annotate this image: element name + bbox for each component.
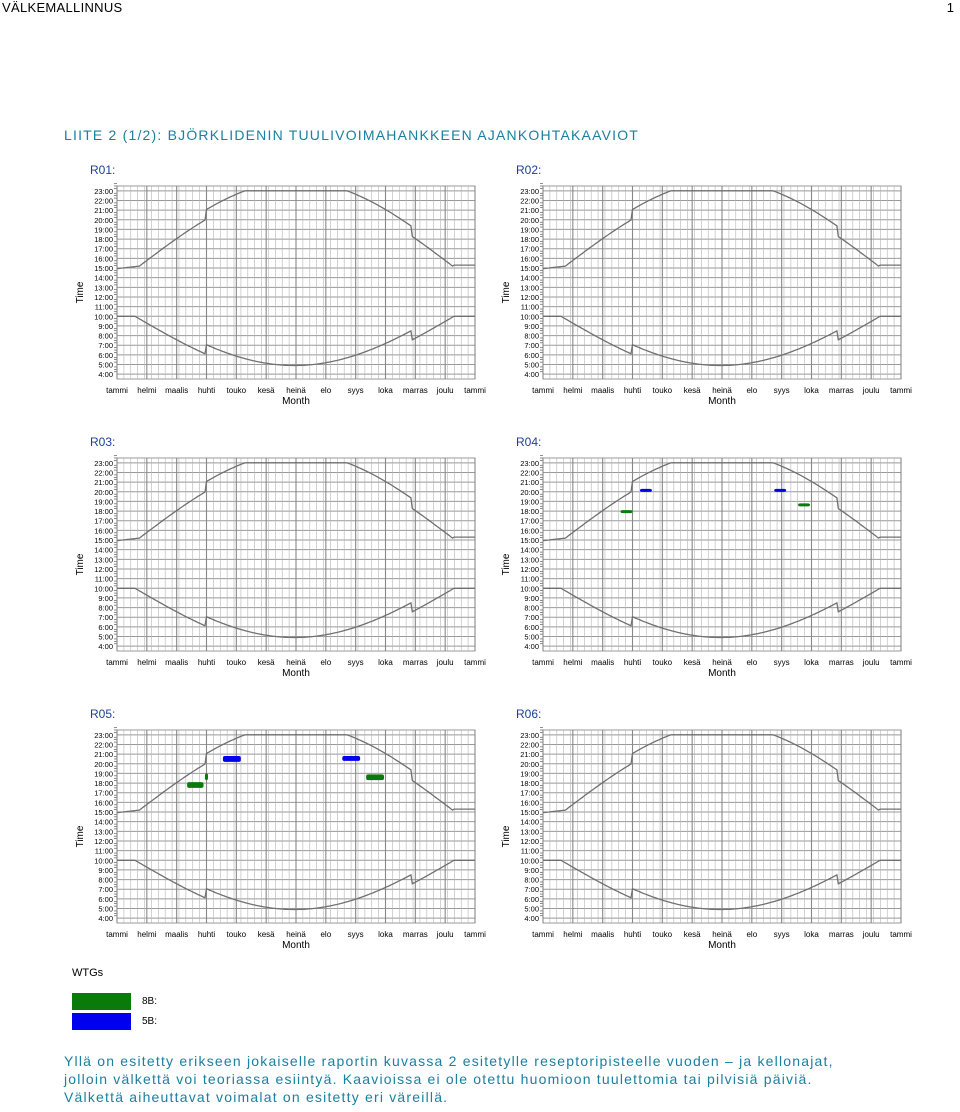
y-tick-label: 14:00 (94, 817, 113, 827)
chart-r04 (501, 435, 912, 679)
y-axis-label: Time (501, 553, 512, 576)
y-tick-label: 17:00 (520, 788, 539, 798)
x-tick-label: huhti (623, 930, 642, 939)
flicker-patch-5b (640, 489, 652, 492)
y-tick-label: 7:00 (524, 341, 539, 351)
y-tick-label: 22:00 (94, 468, 113, 478)
y-tick-label: 7:00 (98, 613, 113, 623)
x-tick-label: kesä (257, 658, 275, 667)
x-tick-label: heinä (712, 386, 732, 395)
chart-title: R04: (516, 435, 542, 449)
y-tick-label: 8:00 (524, 875, 539, 885)
y-tick-label: 17:00 (520, 244, 539, 254)
y-tick-label: 4:00 (524, 370, 539, 380)
x-tick-label: helmi (137, 658, 157, 667)
x-tick-label: touko (226, 658, 247, 667)
x-tick-label: maalis (165, 386, 189, 395)
y-tick-label: 21:00 (94, 750, 113, 760)
x-tick-label: maalis (165, 658, 189, 667)
x-tick-label: loka (804, 386, 819, 395)
y-tick-label: 6:00 (98, 350, 113, 360)
footer-line-3: Välkettä aiheuttavat voimalat on esitetty eri väreillä. (64, 1089, 449, 1105)
x-axis-label: Month (708, 396, 736, 407)
y-tick-label: 13:00 (520, 555, 539, 565)
y-tick-label: 13:00 (94, 555, 113, 565)
x-tick-label: syys (773, 658, 790, 667)
x-tick-label: kesä (683, 658, 701, 667)
x-tick-label: marras (402, 658, 428, 667)
x-tick-label: loka (378, 386, 393, 395)
x-tick-label: marras (828, 930, 854, 939)
flicker-patch-8b (798, 503, 810, 506)
y-tick-label: 15:00 (520, 264, 539, 274)
chart-title: R03: (90, 435, 116, 449)
y-tick-label: 21:00 (520, 750, 539, 760)
y-tick-label: 14:00 (520, 817, 539, 827)
x-tick-label: elo (746, 658, 758, 667)
x-tick-label: syys (773, 386, 790, 395)
x-tick-label: tammi (890, 658, 912, 667)
y-tick-label: 16:00 (520, 526, 539, 536)
x-tick-label: marras (402, 930, 428, 939)
flicker-patch-8b (205, 773, 208, 780)
header-document-title: VÄLKEMALLINNUS (2, 0, 123, 15)
x-tick-label: tammi (106, 930, 128, 939)
y-tick-label: 12:00 (94, 292, 113, 302)
y-tick-label: 20:00 (94, 215, 113, 225)
x-tick-label: elo (746, 930, 758, 939)
y-tick-label: 17:00 (94, 244, 113, 254)
footer-caption (64, 1052, 960, 1106)
y-tick-label: 13:00 (94, 827, 113, 837)
y-tick-label: 14:00 (520, 545, 539, 555)
flicker-patch-8b (187, 782, 203, 788)
y-tick-label: 9:00 (98, 865, 113, 875)
y-tick-label: 20:00 (520, 759, 539, 769)
y-tick-label: 5:00 (98, 632, 113, 642)
y-tick-label: 20:00 (94, 487, 113, 497)
y-tick-label: 6:00 (98, 622, 113, 632)
y-tick-label: 9:00 (524, 321, 539, 331)
y-tick-label: 7:00 (98, 885, 113, 895)
y-tick-label: 8:00 (524, 331, 539, 341)
x-tick-label: touko (652, 658, 673, 667)
x-tick-label: marras (828, 658, 854, 667)
y-tick-label: 15:00 (520, 536, 539, 546)
x-tick-label: tammi (532, 386, 554, 395)
x-tick-label: tammi (106, 658, 128, 667)
y-tick-label: 23:00 (520, 186, 539, 196)
y-tick-label: 19:00 (94, 497, 113, 507)
x-tick-label: helmi (563, 386, 583, 395)
x-tick-label: heinä (286, 386, 306, 395)
y-tick-label: 4:00 (524, 642, 539, 652)
y-axis-label: Time (501, 281, 512, 304)
y-tick-label: 23:00 (94, 186, 113, 196)
x-tick-label: elo (746, 386, 758, 395)
y-tick-label: 15:00 (94, 264, 113, 274)
x-tick-label: marras (828, 386, 854, 395)
y-tick-label: 18:00 (520, 779, 539, 789)
y-tick-label: 8:00 (524, 603, 539, 613)
y-tick-label: 16:00 (520, 254, 539, 264)
y-tick-label: 19:00 (94, 769, 113, 779)
y-tick-label: 9:00 (524, 865, 539, 875)
y-tick-label: 9:00 (98, 593, 113, 603)
y-tick-label: 21:00 (520, 478, 539, 488)
x-tick-label: tammi (532, 930, 554, 939)
y-tick-label: 23:00 (520, 458, 539, 468)
x-tick-label: loka (378, 930, 393, 939)
legend-label-8b: 8B: (142, 996, 158, 1007)
x-tick-label: joulu (436, 930, 454, 939)
chart-r02 (501, 163, 912, 407)
y-tick-label: 11:00 (94, 846, 113, 856)
y-tick-label: 9:00 (98, 321, 113, 331)
y-tick-label: 11:00 (520, 574, 539, 584)
x-axis-label: Month (282, 668, 310, 679)
x-axis-label: Month (708, 940, 736, 951)
x-tick-label: kesä (683, 930, 701, 939)
x-tick-label: syys (773, 930, 790, 939)
y-tick-label: 9:00 (524, 593, 539, 603)
y-axis-label: Time (75, 553, 86, 576)
y-tick-label: 23:00 (94, 458, 113, 468)
y-tick-label: 12:00 (94, 836, 113, 846)
x-tick-label: maalis (591, 386, 615, 395)
y-tick-label: 12:00 (94, 564, 113, 574)
chart-title: R01: (90, 163, 116, 177)
chart-title: R06: (516, 707, 542, 721)
y-tick-label: 10:00 (520, 856, 539, 866)
y-tick-label: 16:00 (94, 526, 113, 536)
flicker-patch-8b (621, 510, 633, 513)
x-axis-label: Month (708, 668, 736, 679)
y-tick-label: 12:00 (520, 292, 539, 302)
x-tick-label: huhti (623, 658, 642, 667)
x-tick-label: loka (804, 930, 819, 939)
x-tick-label: elo (320, 930, 332, 939)
y-tick-label: 5:00 (98, 904, 113, 914)
x-tick-label: joulu (862, 930, 880, 939)
y-tick-label: 17:00 (94, 788, 113, 798)
y-tick-label: 5:00 (98, 360, 113, 370)
y-tick-label: 8:00 (98, 603, 113, 613)
y-tick-label: 17:00 (520, 516, 539, 526)
y-tick-label: 19:00 (94, 225, 113, 235)
x-tick-label: tammi (106, 386, 128, 395)
y-tick-label: 16:00 (94, 254, 113, 264)
chart-r03 (75, 435, 486, 679)
y-tick-label: 23:00 (520, 730, 539, 740)
y-tick-label: 6:00 (524, 350, 539, 360)
x-tick-label: elo (320, 386, 332, 395)
y-tick-label: 19:00 (520, 769, 539, 779)
y-tick-label: 6:00 (98, 894, 113, 904)
y-tick-label: 4:00 (98, 914, 113, 924)
legend-label-5b: 5B: (142, 1016, 158, 1027)
y-tick-label: 10:00 (94, 312, 113, 322)
chart-r01 (75, 163, 486, 407)
x-tick-label: touko (226, 386, 247, 395)
y-tick-label: 5:00 (524, 632, 539, 642)
x-tick-label: huhti (197, 386, 216, 395)
y-tick-label: 18:00 (520, 507, 539, 517)
y-tick-label: 21:00 (94, 478, 113, 488)
y-tick-label: 18:00 (94, 779, 113, 789)
y-tick-label: 11:00 (94, 302, 113, 312)
y-tick-label: 14:00 (94, 545, 113, 555)
x-tick-label: tammi (464, 658, 486, 667)
x-tick-label: helmi (137, 930, 157, 939)
y-tick-label: 11:00 (94, 574, 113, 584)
y-tick-label: 10:00 (520, 312, 539, 322)
y-tick-label: 14:00 (520, 273, 539, 283)
y-tick-label: 14:00 (94, 273, 113, 283)
x-tick-label: maalis (591, 930, 615, 939)
y-axis-label: Time (501, 825, 512, 848)
x-axis-label: Month (282, 396, 310, 407)
y-tick-label: 22:00 (94, 196, 113, 206)
flicker-patch-5b (342, 756, 360, 761)
x-tick-label: touko (226, 930, 247, 939)
y-tick-label: 10:00 (94, 584, 113, 594)
y-tick-label: 11:00 (520, 302, 539, 312)
x-tick-label: helmi (563, 658, 583, 667)
y-tick-label: 5:00 (524, 360, 539, 370)
x-tick-label: kesä (257, 930, 275, 939)
x-tick-label: huhti (197, 930, 216, 939)
y-tick-label: 22:00 (94, 740, 113, 750)
x-tick-label: joulu (862, 386, 880, 395)
x-tick-label: joulu (436, 386, 454, 395)
y-tick-label: 18:00 (520, 235, 539, 245)
x-tick-label: syys (347, 930, 364, 939)
y-tick-label: 6:00 (524, 894, 539, 904)
y-tick-label: 7:00 (524, 885, 539, 895)
x-tick-label: huhti (623, 386, 642, 395)
chart-r05 (75, 707, 486, 951)
x-tick-label: joulu (862, 658, 880, 667)
y-tick-label: 20:00 (520, 487, 539, 497)
y-tick-label: 18:00 (94, 507, 113, 517)
x-tick-label: syys (347, 386, 364, 395)
x-tick-label: helmi (137, 386, 157, 395)
x-tick-label: heinä (286, 930, 306, 939)
x-tick-label: joulu (436, 658, 454, 667)
y-tick-label: 12:00 (520, 836, 539, 846)
y-tick-label: 4:00 (98, 642, 113, 652)
y-tick-label: 10:00 (520, 584, 539, 594)
page-number: 1 (946, 0, 954, 15)
x-tick-label: kesä (257, 386, 275, 395)
y-tick-label: 8:00 (98, 875, 113, 885)
footer-line-2: jolloin välkettä voi teoriassa esiintyä. Kaavioissa ei ole otettu huomioon tuulettomia tai pilvisiä päiviä. (64, 1071, 813, 1087)
x-tick-label: loka (378, 658, 393, 667)
x-tick-label: tammi (890, 386, 912, 395)
x-tick-label: marras (402, 386, 428, 395)
y-tick-label: 5:00 (524, 904, 539, 914)
appendix-title: LIITE 2 (1/2): BJÖRKLIDENIN TUULIVOIMAHANKKEEN AJANKOHTAKAAVIOT (64, 127, 640, 143)
y-tick-label: 19:00 (520, 497, 539, 507)
x-tick-label: heinä (712, 930, 732, 939)
x-tick-label: heinä (712, 658, 732, 667)
y-tick-label: 21:00 (520, 206, 539, 216)
y-tick-label: 6:00 (524, 622, 539, 632)
flicker-patch-5b (774, 489, 786, 492)
y-tick-label: 13:00 (520, 283, 539, 293)
chart-r06 (501, 707, 912, 951)
x-tick-label: helmi (563, 930, 583, 939)
y-tick-label: 22:00 (520, 196, 539, 206)
y-tick-label: 15:00 (94, 536, 113, 546)
x-tick-label: touko (652, 930, 673, 939)
y-tick-label: 18:00 (94, 235, 113, 245)
x-tick-label: tammi (464, 386, 486, 395)
y-tick-label: 22:00 (520, 468, 539, 478)
x-tick-label: maalis (591, 658, 615, 667)
x-tick-label: huhti (197, 658, 216, 667)
x-tick-label: tammi (532, 658, 554, 667)
chart-title: R02: (516, 163, 542, 177)
y-tick-label: 23:00 (94, 730, 113, 740)
y-tick-label: 7:00 (98, 341, 113, 351)
y-tick-label: 12:00 (520, 564, 539, 574)
x-tick-label: tammi (464, 930, 486, 939)
x-tick-label: tammi (890, 930, 912, 939)
flicker-patch-5b (223, 756, 241, 762)
x-tick-label: kesä (683, 386, 701, 395)
y-tick-label: 13:00 (94, 283, 113, 293)
legend-title: WTGs (72, 967, 104, 979)
y-tick-label: 13:00 (520, 827, 539, 837)
x-tick-label: touko (652, 386, 673, 395)
y-tick-label: 19:00 (520, 225, 539, 235)
flicker-patch-8b (366, 774, 384, 780)
x-tick-label: syys (347, 658, 364, 667)
y-tick-label: 20:00 (94, 759, 113, 769)
y-tick-label: 8:00 (98, 331, 113, 341)
y-axis-label: Time (75, 281, 86, 304)
y-tick-label: 4:00 (524, 914, 539, 924)
x-tick-label: elo (320, 658, 332, 667)
y-tick-label: 20:00 (520, 215, 539, 225)
x-tick-label: maalis (165, 930, 189, 939)
y-tick-label: 22:00 (520, 740, 539, 750)
y-axis-label: Time (75, 825, 86, 848)
legend-swatch-5b (72, 1013, 131, 1030)
x-tick-label: loka (804, 658, 819, 667)
y-tick-label: 21:00 (94, 206, 113, 216)
footer-line-1: Yllä on esitetty erikseen jokaiselle raportin kuvassa 2 esitetylle reseptoripisteelle vuoden – ja kellonajat, (64, 1053, 834, 1069)
y-tick-label: 16:00 (94, 798, 113, 808)
y-tick-label: 17:00 (94, 516, 113, 526)
y-tick-label: 11:00 (520, 846, 539, 856)
y-tick-label: 16:00 (520, 798, 539, 808)
y-tick-label: 10:00 (94, 856, 113, 866)
y-tick-label: 15:00 (94, 808, 113, 818)
y-tick-label: 4:00 (98, 370, 113, 380)
x-axis-label: Month (282, 940, 310, 951)
legend-swatch-8b (72, 993, 131, 1010)
x-tick-label: heinä (286, 658, 306, 667)
chart-title: R05: (90, 707, 116, 721)
y-tick-label: 7:00 (524, 613, 539, 623)
y-tick-label: 15:00 (520, 808, 539, 818)
